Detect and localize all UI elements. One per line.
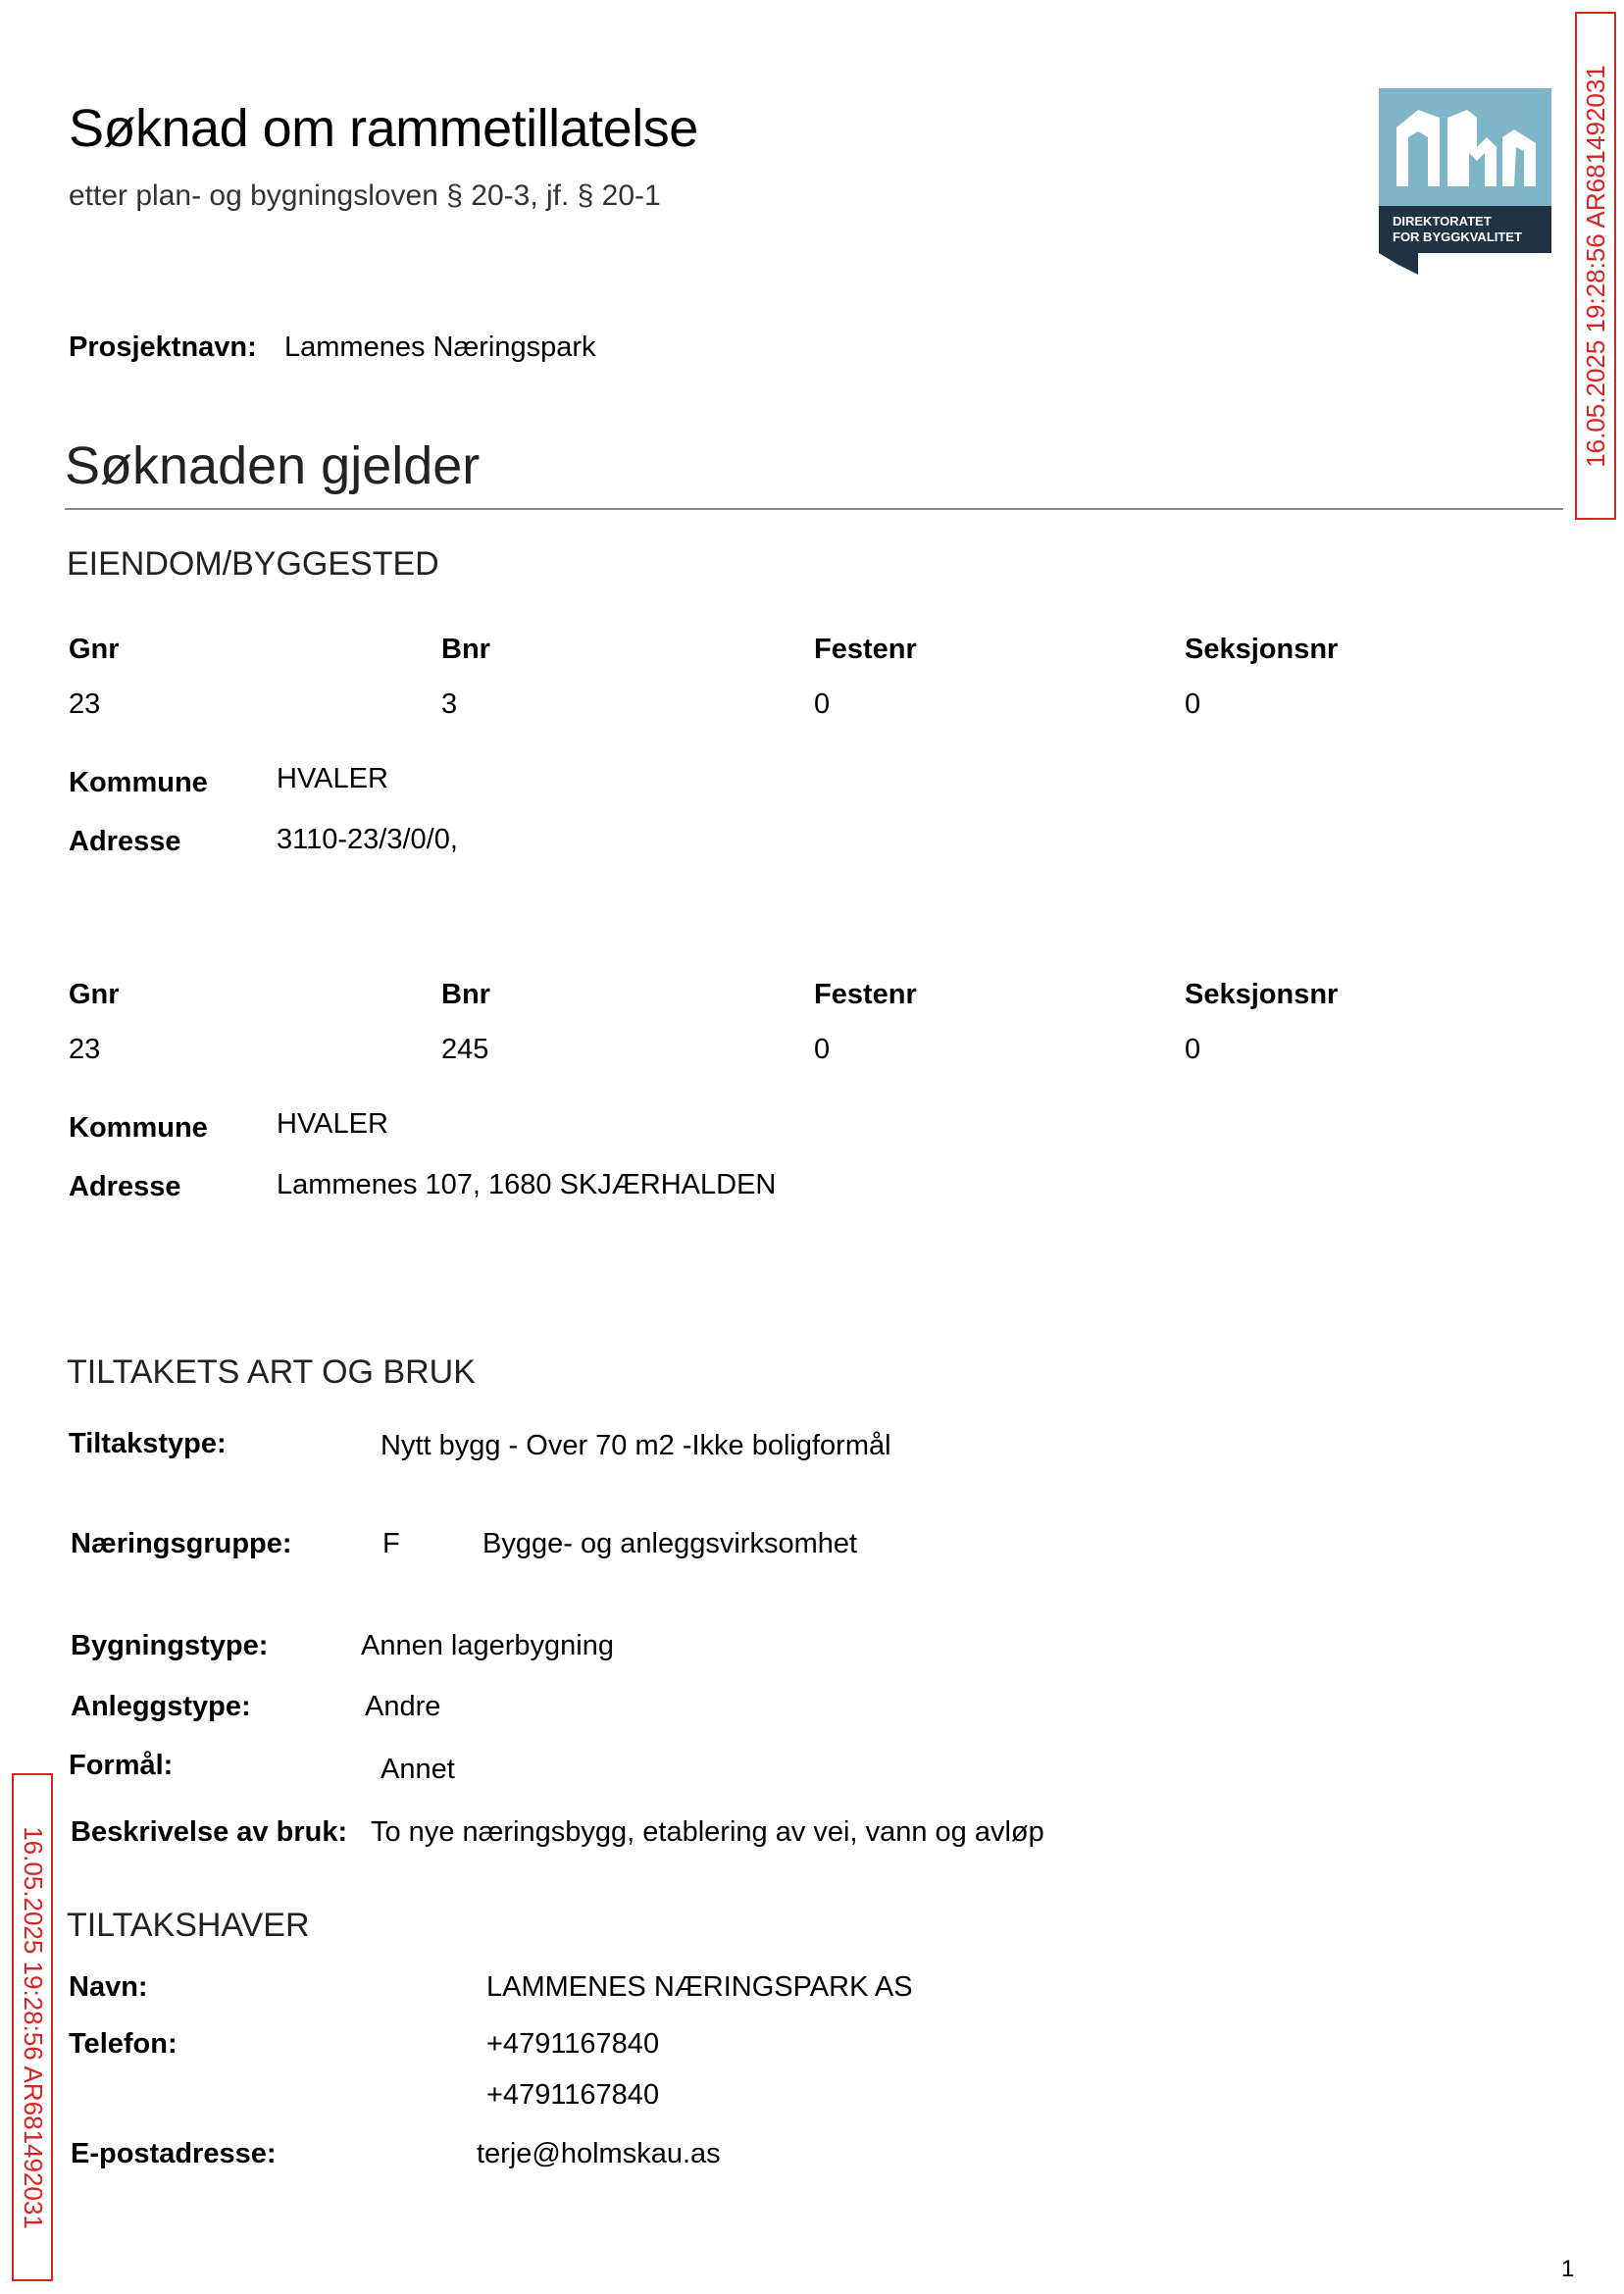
property-heading: EIENDOM/BYGGESTED (67, 545, 439, 583)
kommune-value: HVALER (277, 763, 388, 794)
navn-value: LAMMENES NÆRINGSPARK AS (486, 1971, 913, 2003)
epost-label: E-postadresse: (71, 2138, 277, 2169)
gnr-value: 23 (69, 1034, 101, 1065)
naeringsgruppe-code: F (382, 1528, 400, 1559)
anleggstype-label: Anleggstype: (71, 1691, 251, 1722)
navn-label: Navn: (69, 1971, 148, 2003)
adresse-label: Adresse (69, 826, 181, 857)
dibk-logo-icon (1379, 88, 1551, 275)
adresse-value: Lammenes 107, 1680 SKJÆRHALDEN (277, 1169, 777, 1200)
bygningstype-label: Bygningstype: (71, 1630, 269, 1661)
seksjonsnr-label: Seksjonsnr (1185, 979, 1339, 1010)
kommune-label: Kommune (69, 1112, 208, 1144)
kommune-label: Kommune (69, 767, 208, 798)
formal-label: Formål: (69, 1750, 174, 1781)
seksjonsnr-value: 0 (1185, 1034, 1201, 1065)
beskrivelse-label: Beskrivelse av bruk: (71, 1816, 348, 1848)
bygningstype-value: Annen lagerbygning (361, 1630, 614, 1661)
seksjonsnr-value: 0 (1185, 688, 1201, 720)
epost-value[interactable]: terje@holmskau.as (477, 2138, 721, 2169)
tiltakstype-label: Tiltakstype: (69, 1428, 227, 1459)
telefon-value: +4791167840 (486, 2079, 660, 2111)
gnr-label: Gnr (69, 979, 120, 1010)
timestamp-stamp-bottom (12, 1773, 53, 2281)
festenr-value: 0 (814, 688, 831, 720)
telefon-value: +4791167840 (486, 2028, 660, 2060)
project-name-value: Lammenes Næringspark (284, 331, 596, 363)
logo-line2: FOR BYGGKVALITET (1393, 229, 1522, 244)
stamp-text-bottom: 16.05.2025 19:28:56 AR681492031 (18, 1825, 48, 2229)
page-number: 1 (1561, 2256, 1575, 2282)
adresse-value: 3110-23/3/0/0, (277, 824, 458, 855)
tiltakstype-value: Nytt bygg - Over 70 m2 -Ikke boligformål (381, 1430, 891, 1461)
tiltakshaver-heading: TILTAKSHAVER (67, 1907, 310, 1944)
bnr-label: Bnr (441, 979, 490, 1010)
section-divider (65, 508, 1563, 510)
tiltak-heading: TILTAKETS ART OG BRUK (67, 1353, 476, 1391)
gnr-label: Gnr (69, 634, 120, 665)
stamp-text-top: 16.05.2025 19:28:56 AR681492031 (1580, 64, 1610, 468)
document-title: Søknad om rammetillatelse (69, 99, 698, 158)
adresse-label: Adresse (69, 1171, 181, 1202)
section-title: Søknaden gjelder (65, 436, 481, 495)
gnr-value: 23 (69, 688, 101, 720)
festenr-value: 0 (814, 1034, 831, 1065)
naeringsgruppe-label: Næringsgruppe: (71, 1528, 292, 1559)
timestamp-stamp-top (1575, 12, 1616, 520)
kommune-value: HVALER (277, 1108, 388, 1140)
document-subtitle: etter plan- og bygningsloven § 20-3, jf. § 20-1 (69, 179, 661, 212)
logo-line1: DIREKTORATET (1393, 214, 1492, 229)
formal-value: Annet (381, 1754, 455, 1785)
bnr-value: 245 (441, 1034, 489, 1065)
beskrivelse-value: To nye næringsbygg, etablering av vei, vann og avløp (371, 1816, 1044, 1848)
festenr-label: Festenr (814, 634, 917, 665)
naeringsgruppe-value: Bygge- og anleggsvirksomhet (482, 1528, 858, 1559)
anleggstype-value: Andre (365, 1691, 441, 1722)
telefon-label: Telefon: (69, 2028, 178, 2060)
festenr-label: Festenr (814, 979, 917, 1010)
seksjonsnr-label: Seksjonsnr (1185, 634, 1339, 665)
project-name-label: Prosjektnavn: (69, 331, 257, 363)
bnr-label: Bnr (441, 634, 490, 665)
bnr-value: 3 (441, 688, 458, 720)
